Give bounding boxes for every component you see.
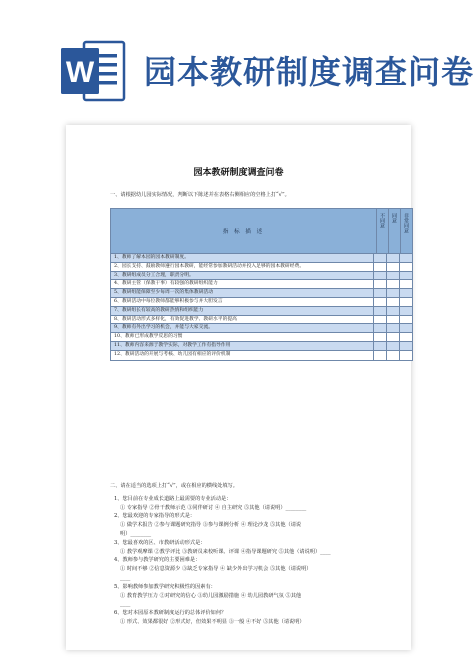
table-row [111, 342, 412, 351]
answer-cell-strongly-agree[interactable] [399, 289, 412, 297]
row-statement: 11、教师内容来源于教学实际，对教学工作有指导作用 [114, 342, 231, 348]
answer-cell-agree[interactable] [386, 342, 399, 350]
answer-cell-disagree[interactable] [373, 351, 386, 360]
question-text: 1、您目前在专业成长道路上最需要的专业活动是： [114, 495, 232, 502]
answer-cell-disagree[interactable] [373, 298, 386, 306]
column-disagree: 不同意 [376, 209, 388, 253]
row-statement: 2、园长支持、鼓励教师遵行园本教研，能经常参加教研活动并投入足够的园本教研经费。 [114, 263, 305, 269]
survey-table [110, 208, 413, 361]
answer-cell-disagree[interactable] [373, 280, 386, 288]
table-row [111, 280, 412, 289]
answer-cell-strongly-agree[interactable] [399, 254, 412, 262]
question-options[interactable]: ____ [120, 574, 131, 581]
table-row [111, 351, 412, 360]
table-row [111, 324, 412, 333]
answer-cell-agree[interactable] [386, 351, 399, 360]
answer-cell-agree[interactable] [386, 333, 399, 341]
row-statement: 10、教师已形成教学反思的习惯 [114, 334, 183, 340]
table-body [111, 254, 412, 360]
row-statement: 3、教研组成员分工合理，职责分明。 [114, 272, 194, 278]
table-row [111, 263, 412, 272]
row-statement: 1、教师了解本园的园本教研制度。 [114, 255, 190, 260]
row-statement: 5、教研组能保障至少每周一次的集体教研活动 [114, 290, 213, 296]
answer-cell-agree[interactable] [386, 272, 399, 280]
answer-cell-strongly-agree[interactable] [399, 263, 412, 271]
answer-cell-strongly-agree[interactable] [399, 333, 412, 341]
word-icon-letter: W [65, 56, 95, 89]
answer-cell-disagree[interactable] [373, 289, 386, 297]
answer-cell-strongly-agree[interactable] [399, 342, 412, 350]
banner-title: 园本教研制度调查问卷 [144, 53, 474, 91]
document-title: 园本教研制度调查问卷 [193, 168, 284, 178]
question-options[interactable]: ① 形式、效果都很好 ②形式好，但效果不明显 ③一般 ④不好 ⑤其他（请说明） [120, 618, 305, 625]
answer-cell-agree[interactable] [386, 254, 399, 262]
answer-cell-disagree[interactable] [373, 263, 386, 271]
question-options[interactable]: ① 教育教学压力 ②对研究的信心 ③幼儿园激励措施 ④ 幼儿园教研气氛 ⑤其他 [120, 592, 302, 599]
row-statement: 9、教师有外出学习的机会，并能与大家交流。 [114, 325, 213, 331]
answer-cell-disagree[interactable] [373, 333, 386, 341]
question-options[interactable]: ① 时间不够 ②信息资源少 ③缺乏专家指导 ④ 缺少外出学习机会 ⑤其他（请说明） [120, 566, 312, 573]
table-row [111, 316, 412, 325]
answer-cell-disagree[interactable] [373, 342, 386, 350]
question-options[interactable]: ① 做学术报告 ②参与课题研究指导 ③参与课例分析 ④ 理论沙龙 ⑤其他（请说 [120, 522, 302, 529]
document-page [66, 125, 411, 650]
answer-cell-strongly-agree[interactable] [399, 324, 412, 332]
table-row [111, 298, 412, 307]
table-row [111, 254, 412, 263]
row-statement: 12、教研活动的开展与考核、幼儿园有相应的评价机制 [114, 351, 231, 357]
table-header-label: 指 标 描 述 [222, 229, 265, 235]
table-row [111, 272, 412, 281]
answer-cell-agree[interactable] [386, 263, 399, 271]
answer-cell-disagree[interactable] [373, 307, 386, 315]
question-text: 3、您最喜欢的区、市教研活动形式是： [114, 539, 206, 546]
column-agree: 同意 [388, 209, 400, 253]
answer-cell-disagree[interactable] [373, 324, 386, 332]
answer-cell-agree[interactable] [386, 316, 399, 324]
question-text: 6、您对本园原本教研制度运行的总体评价如何？ [114, 610, 227, 617]
question-text: 2、您最欢迎的专家指导的形式是： [114, 513, 196, 520]
answer-cell-agree[interactable] [386, 307, 399, 315]
answer-cell-strongly-agree[interactable] [399, 351, 412, 360]
word-document-icon [60, 40, 126, 102]
answer-cell-disagree[interactable] [373, 316, 386, 324]
answer-cell-strongly-agree[interactable] [399, 280, 412, 288]
question-options[interactable]: ____ [120, 601, 131, 608]
table-row [111, 289, 412, 298]
row-statement: 7、教研组长有较高的教研热情和组织能力 [114, 307, 204, 313]
table-header [111, 209, 412, 254]
question-options[interactable]: ① 专家指导 ②骨干教师示范 ③同伴研讨 ④ 自主研究 ⑤其他（请说明）________ [120, 504, 307, 511]
answer-cell-disagree[interactable] [373, 272, 386, 280]
answer-cell-strongly-agree[interactable] [399, 316, 412, 324]
section2 [110, 482, 405, 627]
question-options[interactable]: ① 教学观摩课 ②教学评比 ③教研员来校听课、评课 ④指导课题研究 ⑤其他（请说明）____ [120, 548, 331, 555]
column-strongly-agree: 非常同意 [400, 209, 412, 253]
row-statement: 4、教研主管（保教干事）有较强的教研组织能力 [114, 281, 218, 287]
banner [0, 0, 474, 118]
question-text: 5、影响教师参加教学研究积极性的因素有： [114, 583, 216, 590]
answer-cell-agree[interactable] [386, 280, 399, 288]
answer-cell-agree[interactable] [386, 298, 399, 306]
answer-cell-agree[interactable] [386, 289, 399, 297]
table-row [111, 307, 412, 316]
answer-cell-strongly-agree[interactable] [399, 272, 412, 280]
section1-instruction: 一、请根据幼儿园实际情况，判断以下陈述并在表格右侧相应的空格上打“√”。 [110, 192, 290, 198]
row-statement: 6、教研活动中每位教师都能够积极参与并大胆发言 [114, 298, 223, 304]
answer-cell-agree[interactable] [386, 324, 399, 332]
table-row [111, 333, 412, 342]
question-options[interactable]: 明）________ [120, 530, 152, 537]
question-text: 4、教师参与教学研究的主要困难是： [114, 557, 201, 564]
section2-instruction: 二、请在适当的选项上打“√”，或在相应的横线处填写。 [110, 483, 238, 489]
answer-cell-strongly-agree[interactable] [399, 298, 412, 306]
answer-cell-strongly-agree[interactable] [399, 307, 412, 315]
answer-cell-disagree[interactable] [373, 254, 386, 262]
row-statement: 8、教研活动形式多样化，有效促进教学、教研水平的提高 [114, 316, 237, 322]
